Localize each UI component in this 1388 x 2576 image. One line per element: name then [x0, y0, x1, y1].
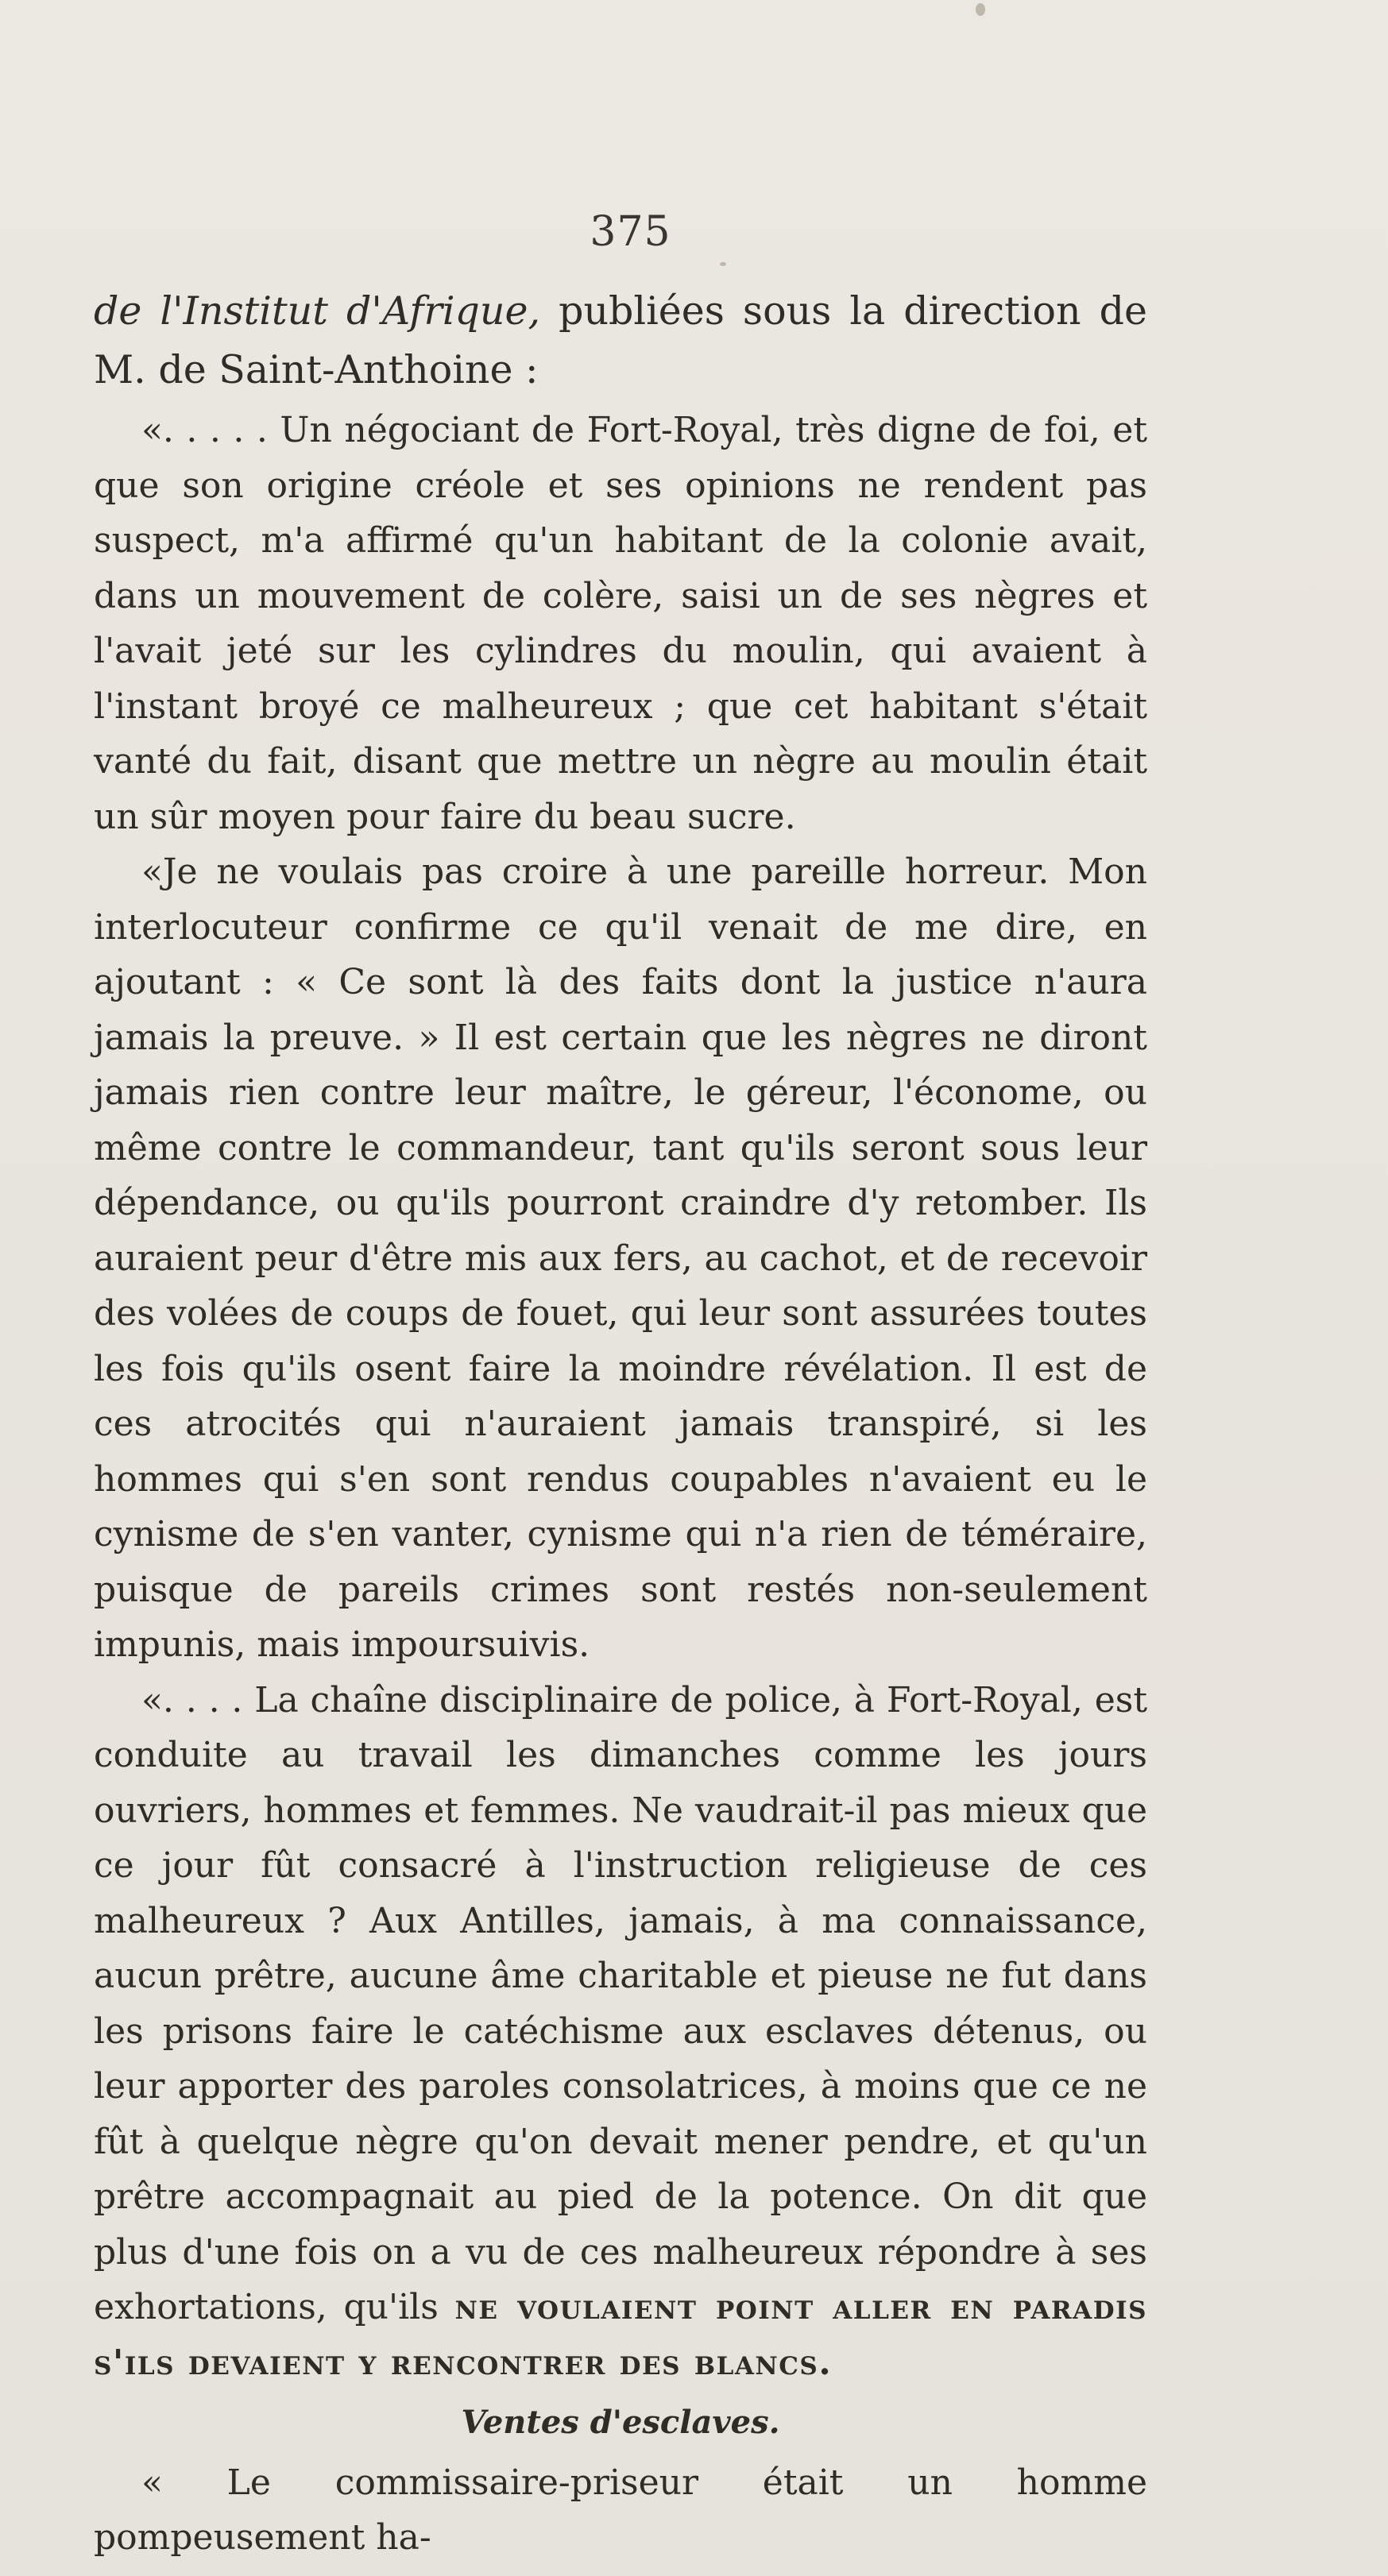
paragraph-1: «. . . . . Un négociant de Fort-Royal, très digne de foi, et que son origine créole et ses opinions ne rendent pas suspect, m'a affirmé qu'un habitant de la colonie avait, dans un mouvement de colère, saisi un de ses nègres et l'avait jeté sur les cylindres du moulin, qui avaient à l'instant broyé ce malheureux ; que cet habitant s'était vanté du fait, disant que mettre un nègre au moulin était un sûr moyen pour faire du beau sucre.: [94, 410, 1147, 837]
page-number: 375: [590, 208, 671, 256]
paper-speck: [720, 262, 726, 266]
paper-speck: [976, 3, 985, 16]
paragraph-3-caps: ne voulaient point aller en paradis s'ils devaient y rencontrer des blancs.: [94, 2287, 1147, 2383]
lead-rest: publiées sous la direction de M. de Saint-Anthoine :: [94, 288, 1147, 392]
paragraph-3: [94, 1673, 1147, 2391]
paragraph-2: «Je ne voulais pas croire à une pareille horreur. Mon interlocuteur confirme ce qu'il venait de me dire, en ajoutant : « Ce sont là des faits dont la justice n'aura jamais la preuve. » Il est certain que les nègres ne diront jamais rien contre leur maître, le géreur, l'économe, ou même contre le commandeur, tant qu'ils seront sous leur dépendance, ou qu'ils pourront craindre d'y retomber. Ils auraient peur d'être mis aux fers, au cachot, et de recevoir des volées de coups de fouet, qui leur sont assurées toutes les fois qu'ils osent faire la moindre révélation. Il est de ces atrocités qui n'auraient jamais transpiré, si les hommes qui s'en sont rendus coupables n'avaient eu le cynisme de s'en vanter, cynisme qui n'a rien de téméraire, puisque de pareils crimes sont restés non-seulement impunis, mais impoursuivis.: [94, 852, 1147, 1665]
paragraph-4: « Le commissaire-priseur était un homme pompeusement ha-: [94, 2462, 1147, 2558]
section-subheading: Ventes d'esclaves.: [461, 2404, 780, 2441]
body-text: [94, 282, 1147, 2566]
paragraph-3-text: «. . . . La chaîne disciplinaire de police, à Fort-Royal, est conduite au travail les dimanches comme les jours ouvriers, hommes et femmes. Ne vaudrait-il pas mieux que ce jour fût consacré à l'instruction religieuse de ces malheureux ? Aux Antilles, jamais, à ma connaissance, aucun prêtre, aucune âme charitable et pieuse ne fut dans les prisons faire le catéchisme aux esclaves détenus, ou leur apporter des paroles consolatrices, à moins que ce ne fût à quelque nègre qu'on devait mener pendre, et qu'un prêtre accompagnait au pied de la potence. On dit que plus d'une fois on a vu de ces malheureux répondre à ses exhortations, qu'ils: [94, 1679, 1147, 2327]
lead-line: [94, 282, 1147, 400]
lead-italic: de l'Institut d'Afrique,: [94, 288, 541, 334]
